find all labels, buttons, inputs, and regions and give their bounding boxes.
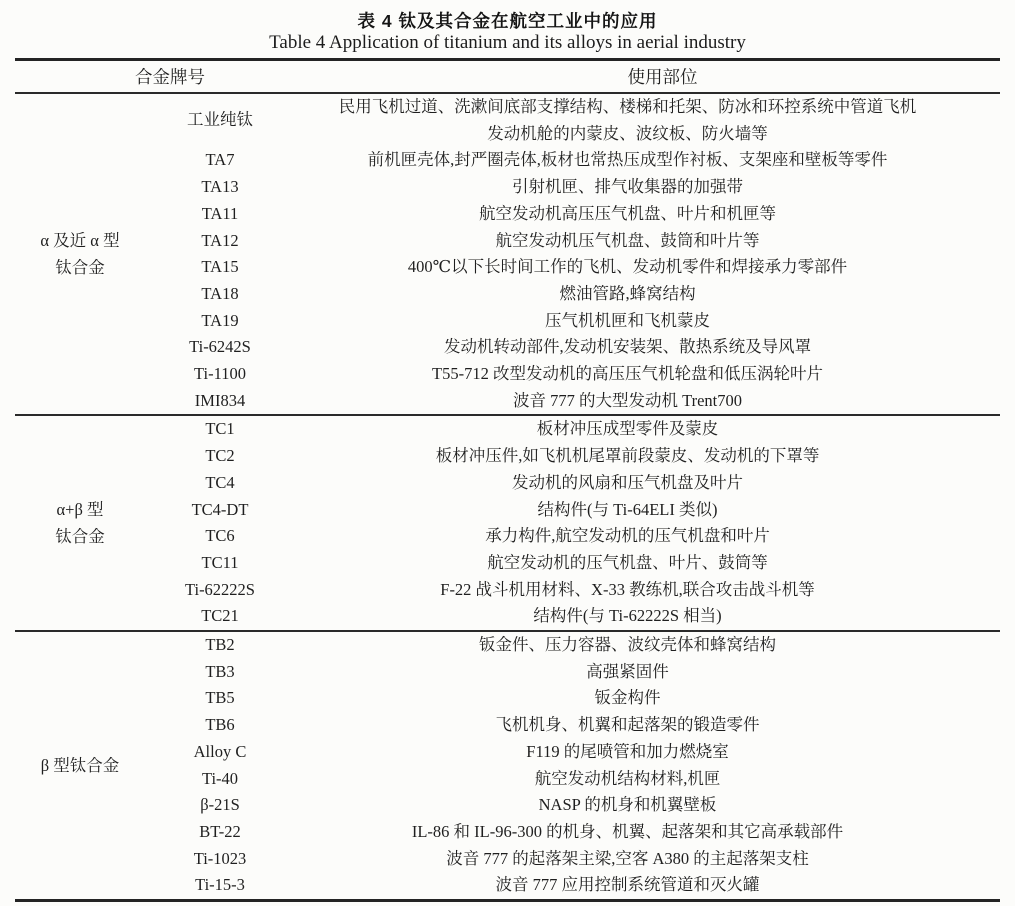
alloy-name-cell: TC4-DT xyxy=(191,499,249,519)
table-title-english: Table 4 Application of titanium and its alloys in aerial industry xyxy=(269,32,746,53)
usage-line: 民用飞机过道、洗漱间底部支撑结构、楼梯和托架、防冰和环控系统中管道飞机 xyxy=(338,97,917,116)
table-row xyxy=(145,228,1000,255)
alloy-name-cell: TA15 xyxy=(201,257,239,277)
usage-line: 引射机匣、排气收集器的加强带 xyxy=(512,177,743,197)
usage-line: 承力构件,航空发动机的压气机盘和叶片 xyxy=(485,526,770,546)
section-rows xyxy=(145,416,1000,630)
table-row xyxy=(145,792,1000,819)
table-row xyxy=(145,577,1000,604)
table-row xyxy=(145,846,1000,873)
table-row xyxy=(145,659,1000,686)
table-row xyxy=(145,443,1000,470)
usage-cell xyxy=(295,281,1000,308)
table-row xyxy=(145,281,1000,308)
table-row xyxy=(145,254,1000,281)
table-row xyxy=(145,523,1000,550)
usage-line: F119 的尾喷管和加力燃烧室 xyxy=(526,741,729,761)
alloy-name-cell: TA7 xyxy=(205,150,235,170)
alloy-name-cell: TB5 xyxy=(205,688,235,708)
usage-cell xyxy=(295,334,1000,361)
category-line: β 型钛合金 xyxy=(40,756,120,776)
usage-line: NASP 的机身和机翼壁板 xyxy=(538,795,717,815)
usage-cell xyxy=(295,470,1000,497)
usage-line: 燃油管路,蜂窝结构 xyxy=(559,283,696,303)
usage-line: 航空发动机高压压气机盘、叶片和机匣等 xyxy=(479,203,776,223)
category-line: α 及近 α 型 xyxy=(40,231,120,251)
usage-line: 结构件(与 Ti-64ELI 类似) xyxy=(537,499,718,519)
alloy-name-cell: Ti-15-3 xyxy=(195,875,245,895)
usage-cell xyxy=(295,147,1000,174)
alloy-name-cell: TC4 xyxy=(205,472,235,492)
usage-line: 波音 777 应用控制系统管道和灭火罐 xyxy=(495,875,760,895)
usage-cell xyxy=(295,416,1000,443)
category-line: 钛合金 xyxy=(55,527,105,547)
table-header-row xyxy=(15,61,1000,94)
table-row xyxy=(145,685,1000,712)
alloy-name-cell: 工业纯钛 xyxy=(187,110,253,130)
table-row xyxy=(145,632,1000,659)
alloy-name-cell: TB3 xyxy=(205,661,235,681)
alloy-name-cell: TA12 xyxy=(201,230,239,250)
usage-cell xyxy=(295,388,1000,415)
usage-line: 高强紧固件 xyxy=(586,661,669,681)
usage-cell xyxy=(295,739,1000,766)
usage-line: 发动机转动部件,发动机安装架、散热系统及导风罩 xyxy=(443,337,812,357)
usage-line: 航空发动机压气机盘、鼓筒和叶片等 xyxy=(495,230,760,250)
usage-line: 航空发动机的压气机盘、叶片、鼓筒等 xyxy=(487,552,768,572)
table-row xyxy=(145,416,1000,443)
usage-cell xyxy=(295,443,1000,470)
alloy-name-cell: TA19 xyxy=(201,310,239,330)
section-rows xyxy=(145,632,1000,899)
usage-line: 钣金构件 xyxy=(594,688,661,708)
usage-cell xyxy=(295,94,1000,147)
table-body xyxy=(15,94,1000,899)
alloy-name-cell: TC11 xyxy=(201,552,239,572)
alloy-name-cell: IMI834 xyxy=(194,390,246,410)
alloy-name-cell: β-21S xyxy=(200,795,240,815)
usage-cell xyxy=(295,308,1000,335)
table-row xyxy=(145,550,1000,577)
usage-line: 板材冲压件,如飞机机尾罩前段蒙皮、发动机的下罩等 xyxy=(435,446,820,466)
alloy-name-cell: BT-22 xyxy=(199,821,241,841)
alloy-name-cell: Ti-6242S xyxy=(189,337,251,357)
alloy-name-cell: TA13 xyxy=(201,177,239,197)
table-section-2 xyxy=(15,414,1000,630)
usage-line: 压气机机匣和飞机蒙皮 xyxy=(545,310,710,330)
category-cell xyxy=(15,416,145,630)
table-row xyxy=(145,147,1000,174)
table-row xyxy=(145,603,1000,630)
table-row xyxy=(145,174,1000,201)
table-title-chinese: 表 4 钛及其合金在航空工业中的应用 xyxy=(357,11,658,31)
usage-line: 前机匣壳体,封严圈壳体,板材也常热压成型作衬板、支架座和壁板等零件 xyxy=(367,150,888,170)
header-usage-location: 使用部位 xyxy=(627,67,698,87)
usage-cell xyxy=(295,632,1000,659)
table-row xyxy=(145,334,1000,361)
alloy-name-cell: TC21 xyxy=(201,606,239,626)
usage-line: 发动机舱的内蒙皮、波纹板、防火墙等 xyxy=(487,123,768,143)
usage-line: 400℃以下长时间工作的飞机、发动机零件和焊接承力零部件 xyxy=(407,257,848,277)
alloy-application-table xyxy=(15,58,1000,902)
table-row xyxy=(145,361,1000,388)
table-row xyxy=(145,388,1000,415)
alloy-name-cell: Ti-40 xyxy=(201,768,239,788)
alloy-name-cell: TB2 xyxy=(205,635,235,655)
usage-cell xyxy=(295,603,1000,630)
alloy-name-cell: Alloy C xyxy=(193,741,247,761)
usage-cell xyxy=(295,712,1000,739)
usage-line: 钣金件、压力容器、波纹壳体和蜂窝结构 xyxy=(479,635,776,655)
usage-cell xyxy=(295,577,1000,604)
alloy-name-cell: TB6 xyxy=(205,715,235,735)
alloy-name-cell: TC1 xyxy=(205,419,235,439)
table-section-3 xyxy=(15,630,1000,899)
table-section-1 xyxy=(15,94,1000,414)
alloy-name-cell: TC2 xyxy=(205,446,235,466)
usage-line: 波音 777 的大型发动机 Trent700 xyxy=(512,390,743,410)
usage-cell xyxy=(295,819,1000,846)
table-row xyxy=(145,201,1000,228)
usage-line: 板材冲压成型零件及蒙皮 xyxy=(536,419,719,439)
category-cell xyxy=(15,94,145,414)
usage-cell xyxy=(295,766,1000,793)
alloy-name-cell: TA18 xyxy=(201,283,239,303)
table-row xyxy=(145,766,1000,793)
usage-cell xyxy=(295,497,1000,524)
usage-line: 飞机机身、机翼和起落架的锻造零件 xyxy=(495,715,760,735)
alloy-name-cell: Ti-1100 xyxy=(194,364,246,384)
usage-line: IL-86 和 IL-96-300 的机身、机翼、起落架和其它高承载部件 xyxy=(411,821,844,841)
table-row xyxy=(145,712,1000,739)
usage-cell xyxy=(295,685,1000,712)
alloy-name-cell: TC6 xyxy=(205,526,235,546)
category-line: α+β 型 xyxy=(56,500,104,520)
usage-cell xyxy=(295,174,1000,201)
table-row xyxy=(145,872,1000,899)
usage-line: 发动机的风扇和压气机盘及叶片 xyxy=(512,472,743,492)
usage-line: 结构件(与 Ti-62222S 相当) xyxy=(533,606,722,626)
usage-cell xyxy=(295,228,1000,255)
usage-cell xyxy=(295,872,1000,899)
table-row xyxy=(145,470,1000,497)
usage-cell xyxy=(295,659,1000,686)
usage-cell xyxy=(295,550,1000,577)
usage-cell xyxy=(295,792,1000,819)
usage-cell xyxy=(295,523,1000,550)
usage-line: 航空发动机结构材料,机匣 xyxy=(534,768,721,788)
usage-cell xyxy=(295,254,1000,281)
usage-cell xyxy=(295,361,1000,388)
category-line: 钛合金 xyxy=(55,258,105,278)
usage-line: T55-712 改型发动机的高压压气机轮盘和低压涡轮叶片 xyxy=(432,364,823,384)
usage-cell xyxy=(295,846,1000,873)
header-alloy-designation: 合金牌号 xyxy=(135,67,205,87)
alloy-name-cell: Ti-62222S xyxy=(184,579,255,599)
usage-line: 波音 777 的起落架主梁,空客 A380 的主起落架支柱 xyxy=(446,848,809,868)
table-row xyxy=(145,94,1000,147)
table-row xyxy=(145,739,1000,766)
table-row xyxy=(145,497,1000,524)
table-row xyxy=(145,308,1000,335)
alloy-name-cell: TA11 xyxy=(201,203,239,223)
alloy-name-cell: Ti-1023 xyxy=(193,848,247,868)
category-cell xyxy=(15,632,145,899)
usage-line: F-22 战斗机用材料、X-33 教练机,联合攻击战斗机等 xyxy=(440,579,815,599)
usage-cell xyxy=(295,201,1000,228)
section-rows xyxy=(145,94,1000,414)
table-row xyxy=(145,819,1000,846)
